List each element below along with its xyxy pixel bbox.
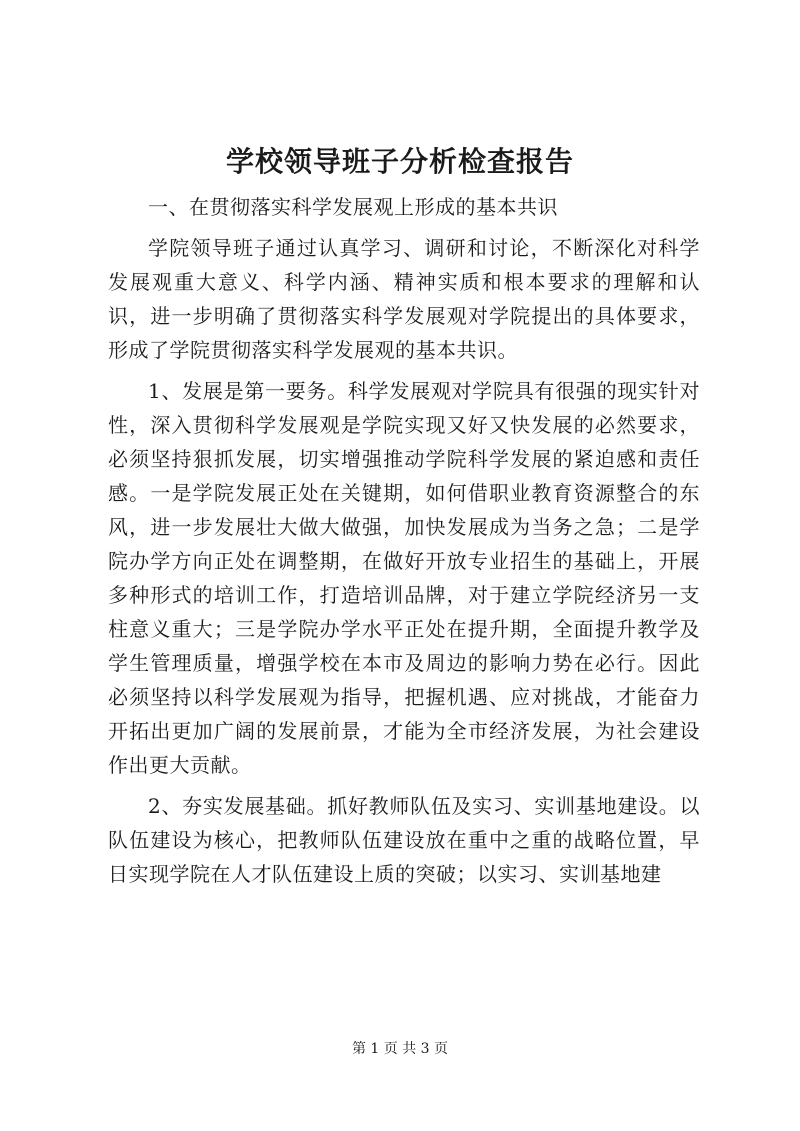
body-paragraph: 学院领导班子通过认真学习、调研和讨论，不断深化对科学发展观重大意义、科学内涵、精神实质和根本要求的理解和认识，进一步明确了贯彻落实科学发展观对学院提出的具体要求，形成了学院贯彻落实科学发展观的基本共识。 xyxy=(108,236,700,362)
body-paragraph: 2、夯实发展基础。抓好教师队伍及实习、实训基地建设。以队伍建设为核心，把教师队伍建设放在重中之重的战略位置，早日实现学院在人才队伍建设上质的突破；以实习、实训基地建 xyxy=(108,794,700,886)
section-heading: 一、在贯彻落实科学发展观上形成的基本共识 xyxy=(148,195,558,219)
document-body xyxy=(108,190,700,898)
document-title: 学校领导班子分析检查报告 xyxy=(225,145,574,178)
body-paragraph: 1、发展是第一要务。科学发展观对学院具有很强的现实针对性，深入贯彻科学发展观是学院实现又好又快发展的必然要求，必须坚持狠抓发展，切实增强推动学院科学发展的紧迫感和责任感。一是学院发展正处在关键期，如何借职业教育资源整合的东风，进一步发展壮大做大做强，加快发展成为当务之急；二是学院办学方向正处在调整期，在做好开放专业招生的基础上，开展多种形式的培训工作，打造培训品牌，对于建立学院经济另一支柱意义重大；三是学院办学水平正处在提升期，全面提升教学及学生管理质量，增强学校在本市及周边的影响力势在必行。因此必须坚持以科学发展观为指导，把握机遇、应对挑战，才能奋力开拓出更加广阔的发展前景，才能为全市经济发展，为社会建设作出更大贡献。 xyxy=(108,379,700,777)
page-number-footer: 第 1 页 共 3 页 xyxy=(351,1041,449,1057)
